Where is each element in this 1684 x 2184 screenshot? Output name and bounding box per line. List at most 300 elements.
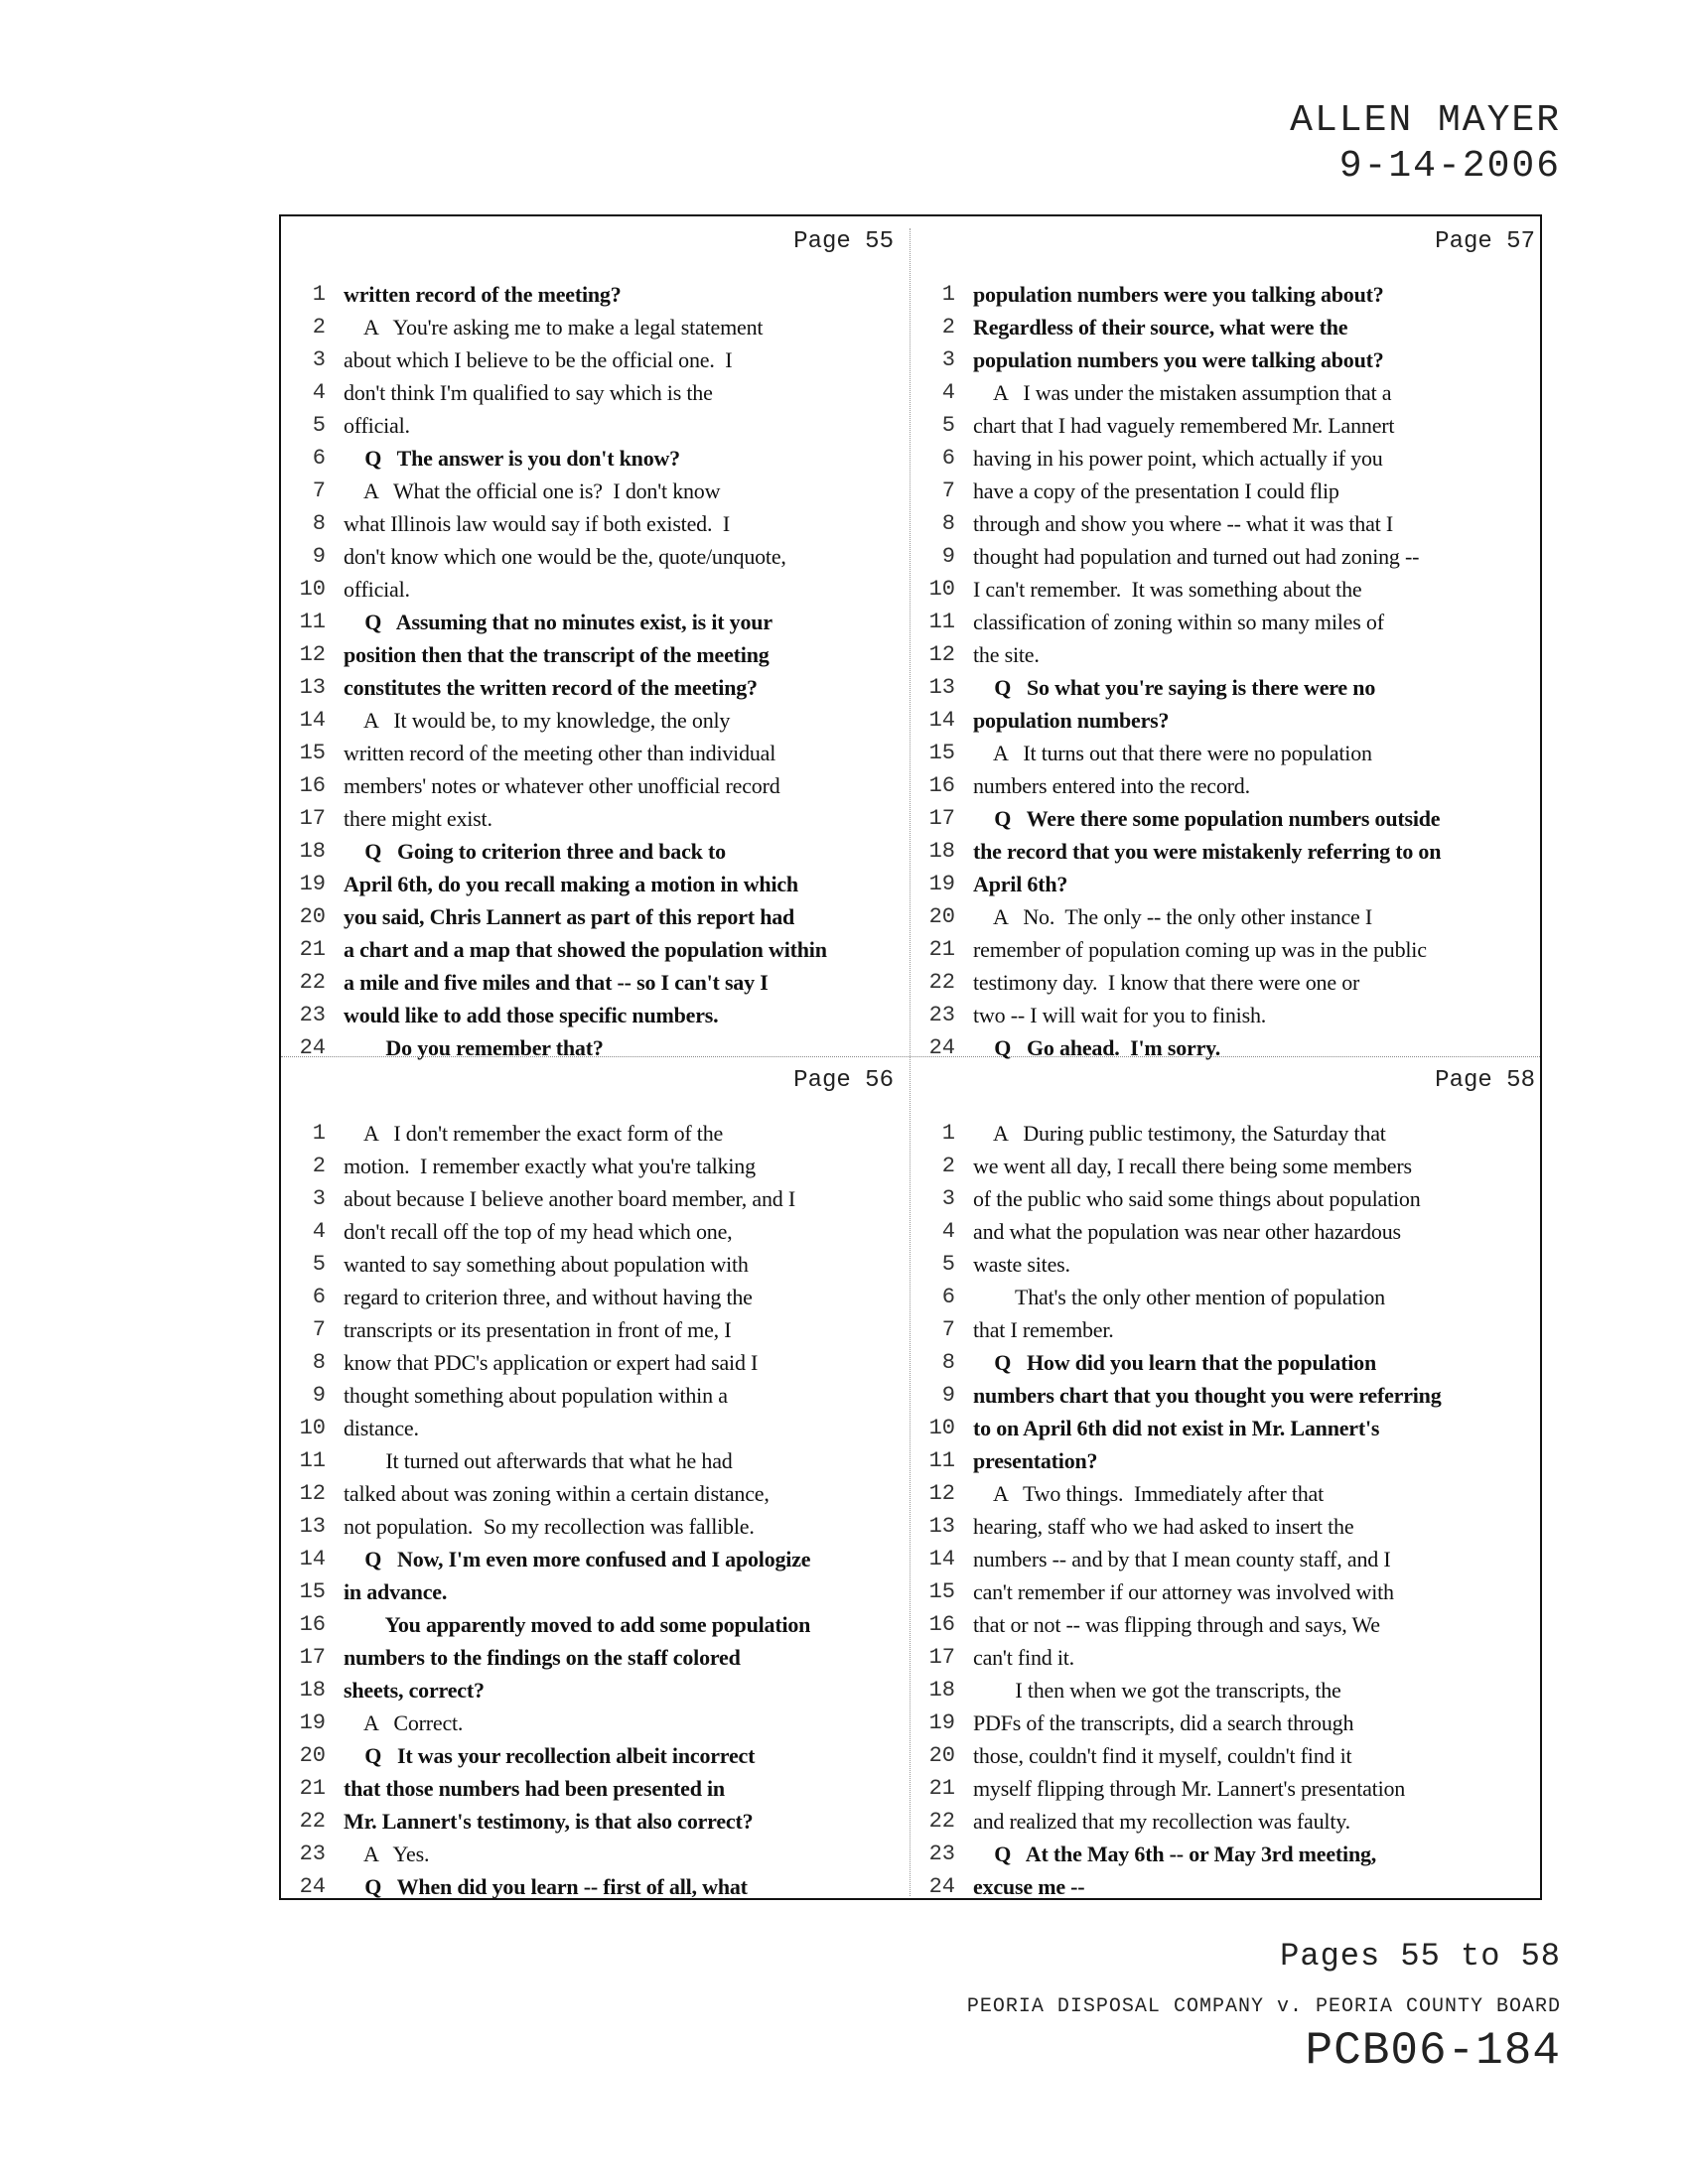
line-text: Q Going to criterion three and back to <box>344 838 726 864</box>
line-number: 4 <box>941 1219 955 1244</box>
line-text: Q Were there some population numbers outside <box>973 805 1441 831</box>
line-number: 7 <box>312 1317 326 1342</box>
line-number: 20 <box>299 1743 326 1768</box>
transcript-line <box>915 671 1551 704</box>
transcript-line <box>915 1281 1551 1313</box>
line-text: official. <box>344 412 410 438</box>
line-text: Q When did you learn -- first of all, what <box>344 1873 748 1899</box>
line-number: 23 <box>299 1003 326 1027</box>
transcript-line <box>286 1674 921 1706</box>
line-text: thought something about population within a <box>344 1382 728 1408</box>
line-number: 16 <box>928 773 955 798</box>
line-number: 8 <box>312 511 326 536</box>
line-text: A You're asking me to make a legal statement <box>344 314 764 340</box>
line-text: thought had population and turned out had zoning -- <box>973 543 1420 569</box>
line-number: 11 <box>928 1448 955 1473</box>
line-text: You apparently moved to add some population <box>344 1611 811 1637</box>
transcript-line <box>915 1641 1551 1674</box>
transcript-line <box>286 1215 921 1248</box>
line-number: 7 <box>941 1317 955 1342</box>
transcript-line <box>286 573 921 606</box>
line-number: 9 <box>312 1383 326 1408</box>
line-text: Q At the May 6th -- or May 3rd meeting, <box>973 1841 1377 1866</box>
line-number: 11 <box>299 610 326 634</box>
transcript-line <box>915 376 1551 409</box>
transcript-line <box>286 1477 921 1510</box>
line-text: testimony day. I know that there were one or <box>973 969 1360 995</box>
transcript-line <box>286 1346 921 1379</box>
line-text: that those numbers had been presented in <box>344 1775 725 1801</box>
page-number-label: Page 58 <box>1435 1067 1535 1094</box>
line-text: April 6th? <box>973 871 1068 896</box>
transcript-line <box>915 1706 1551 1739</box>
line-text: That's the only other mention of population <box>973 1284 1385 1309</box>
line-text: numbers -- and by that I mean county staff, and I <box>973 1546 1391 1571</box>
transcript-line <box>915 540 1551 573</box>
transcript-line <box>286 900 921 933</box>
line-number: 3 <box>312 1186 326 1211</box>
line-text: numbers to the findings on the staff colored <box>344 1644 741 1670</box>
transcript-line <box>286 1706 921 1739</box>
transcript-line <box>286 1150 921 1182</box>
line-number: 17 <box>299 1645 326 1670</box>
transcript-line <box>915 573 1551 606</box>
line-number: 22 <box>928 970 955 995</box>
transcript-line <box>286 1117 921 1150</box>
line-number: 1 <box>941 282 955 307</box>
transcript-line <box>915 769 1551 802</box>
line-number: 7 <box>312 478 326 503</box>
line-text: there might exist. <box>344 805 492 831</box>
transcript-lines <box>286 278 921 1064</box>
transcript-line <box>286 1543 921 1575</box>
line-text: don't think I'm qualified to say which is the <box>344 379 713 405</box>
transcript-line <box>286 1281 921 1313</box>
line-text: I can't remember. It was something about the <box>973 576 1362 602</box>
transcript-line <box>915 1444 1551 1477</box>
transcript-line <box>286 868 921 900</box>
line-number: 12 <box>928 1481 955 1506</box>
transcript-line <box>915 1739 1551 1772</box>
transcript-line <box>286 966 921 999</box>
deposition-date: 9-14-2006 <box>1338 145 1561 188</box>
line-text: hearing, staff who we had asked to insert the <box>973 1513 1354 1539</box>
line-text: you said, Chris Lannert as part of this report had <box>344 903 795 929</box>
transcript-line <box>915 475 1551 507</box>
transcript-line <box>915 1608 1551 1641</box>
line-text: about which I believe to be the official one. I <box>344 346 733 372</box>
line-text: a chart and a map that showed the population within <box>344 936 827 962</box>
page-number-label: Page 57 <box>1435 228 1535 255</box>
transcript-line <box>915 638 1551 671</box>
transcript-line <box>286 999 921 1031</box>
line-number: 19 <box>928 1710 955 1735</box>
line-number: 18 <box>928 1678 955 1703</box>
line-number: 20 <box>928 1743 955 1768</box>
line-number: 14 <box>928 708 955 733</box>
line-text: position then that the transcript of the meeting <box>344 641 770 667</box>
witness-name: ALLEN MAYER <box>1290 99 1561 142</box>
line-text: Q Assuming that no minutes exist, is it your <box>344 609 772 634</box>
transcript-line <box>915 1379 1551 1412</box>
line-number: 20 <box>299 904 326 929</box>
line-number: 11 <box>928 610 955 634</box>
transcript-line <box>915 1477 1551 1510</box>
line-number: 10 <box>299 577 326 602</box>
line-number: 2 <box>312 1154 326 1178</box>
transcript-line <box>286 1870 921 1903</box>
transcript-line <box>915 704 1551 737</box>
transcript-line <box>915 933 1551 966</box>
line-number: 5 <box>312 413 326 438</box>
line-text: Q The answer is you don't know? <box>344 445 680 471</box>
line-text: numbers entered into the record. <box>973 772 1250 798</box>
transcript-line <box>915 1182 1551 1215</box>
line-number: 19 <box>299 872 326 896</box>
transcript-line <box>915 966 1551 999</box>
line-number: 5 <box>941 1252 955 1277</box>
transcript-line <box>286 737 921 769</box>
line-number: 21 <box>299 937 326 962</box>
line-text: members' notes or whatever other unofficial record <box>344 772 780 798</box>
transcript-line <box>286 1641 921 1674</box>
transcript-line <box>915 606 1551 638</box>
line-text: that or not -- was flipping through and says, We <box>973 1611 1380 1637</box>
line-number: 13 <box>928 675 955 700</box>
line-number: 1 <box>941 1121 955 1146</box>
line-number: 8 <box>312 1350 326 1375</box>
line-text: A Yes. <box>344 1841 430 1866</box>
line-text: presentation? <box>973 1447 1098 1473</box>
transcript-line <box>915 1031 1551 1064</box>
line-number: 13 <box>299 675 326 700</box>
line-text: A Correct. <box>344 1709 464 1735</box>
line-text: have a copy of the presentation I could flip <box>973 478 1339 503</box>
transcript-line <box>915 1772 1551 1805</box>
transcript-line <box>286 409 921 442</box>
line-number: 2 <box>941 1154 955 1178</box>
line-text: A It turns out that there were no population <box>973 740 1372 765</box>
transcript-line <box>915 1248 1551 1281</box>
transcript-line <box>286 1379 921 1412</box>
transcript-line <box>286 802 921 835</box>
line-text: talked about was zoning within a certain distance, <box>344 1480 770 1506</box>
line-text: that I remember. <box>973 1316 1114 1342</box>
line-number: 12 <box>299 1481 326 1506</box>
transcript-line <box>915 1346 1551 1379</box>
line-number: 10 <box>928 577 955 602</box>
line-text: the record that you were mistakenly referring to on <box>973 838 1442 864</box>
line-text: population numbers? <box>973 707 1170 733</box>
transcript-line <box>286 475 921 507</box>
line-text: official. <box>344 576 410 602</box>
line-number: 16 <box>299 1612 326 1637</box>
transcript-line <box>915 802 1551 835</box>
transcript-line <box>286 671 921 704</box>
line-number: 24 <box>299 1035 326 1060</box>
docket-number: PCB06-184 <box>1305 2025 1561 2077</box>
transcript-line <box>915 1510 1551 1543</box>
page-number-label: Page 55 <box>793 228 894 255</box>
line-number: 20 <box>928 904 955 929</box>
line-number: 4 <box>312 1219 326 1244</box>
transcript-line <box>286 1412 921 1444</box>
line-number: 18 <box>299 839 326 864</box>
transcript-line <box>286 1608 921 1641</box>
line-number: 7 <box>941 478 955 503</box>
line-number: 9 <box>941 1383 955 1408</box>
line-text: constitutes the written record of the meeting? <box>344 674 758 700</box>
line-number: 12 <box>928 642 955 667</box>
line-number: 13 <box>299 1514 326 1539</box>
transcript-line <box>915 278 1551 311</box>
transcript-line <box>286 606 921 638</box>
transcript-lines <box>286 1117 921 1903</box>
line-number: 24 <box>928 1035 955 1060</box>
line-number: 24 <box>299 1874 326 1899</box>
line-text: and realized that my recollection was faulty. <box>973 1808 1350 1834</box>
line-text: Regardless of their source, what were the <box>973 314 1348 340</box>
line-number: 21 <box>928 1776 955 1801</box>
line-text: A Two things. Immediately after that <box>973 1480 1325 1506</box>
transcript-line <box>915 1412 1551 1444</box>
line-text: wanted to say something about population with <box>344 1251 749 1277</box>
transcript-line <box>915 1575 1551 1608</box>
line-number: 22 <box>299 1809 326 1834</box>
line-number: 15 <box>928 741 955 765</box>
line-number: 6 <box>941 446 955 471</box>
transcript-line <box>286 769 921 802</box>
line-number: 6 <box>312 1285 326 1309</box>
line-text: population numbers were you talking about? <box>973 281 1384 307</box>
line-text: written record of the meeting? <box>344 281 622 307</box>
line-text: It turned out afterwards that what he had <box>344 1447 733 1473</box>
line-number: 18 <box>928 839 955 864</box>
line-text: written record of the meeting other than individual <box>344 740 776 765</box>
line-number: 6 <box>941 1285 955 1309</box>
line-text: classification of zoning within so many miles of <box>973 609 1384 634</box>
line-text: transcripts or its presentation in front of me, I <box>344 1316 732 1342</box>
line-number: 1 <box>312 282 326 307</box>
transcript-line <box>915 1543 1551 1575</box>
line-text: about because I believe another board member, and I <box>344 1185 795 1211</box>
transcript-line <box>286 704 921 737</box>
transcript-line <box>915 999 1551 1031</box>
line-text: population numbers you were talking about? <box>973 346 1384 372</box>
line-number: 9 <box>312 544 326 569</box>
line-number: 24 <box>928 1874 955 1899</box>
transcript-line <box>915 507 1551 540</box>
line-number: 15 <box>928 1579 955 1604</box>
line-text: don't recall off the top of my head which one, <box>344 1218 733 1244</box>
line-number: 9 <box>941 544 955 569</box>
line-number: 17 <box>299 806 326 831</box>
transcript-line <box>915 1117 1551 1150</box>
line-text: a mile and five miles and that -- so I can't say I <box>344 969 769 995</box>
line-text: can't find it. <box>973 1644 1074 1670</box>
transcript-line <box>915 737 1551 769</box>
transcript-line <box>915 1805 1551 1838</box>
line-text: A I don't remember the exact form of the <box>344 1120 724 1146</box>
line-number: 23 <box>299 1842 326 1866</box>
line-text: PDFs of the transcripts, did a search through <box>973 1709 1354 1735</box>
line-text: don't know which one would be the, quote/unquote, <box>344 543 786 569</box>
transcript-line <box>286 1444 921 1477</box>
line-text: regard to criterion three, and without having the <box>344 1284 753 1309</box>
line-number: 5 <box>941 413 955 438</box>
line-text: can't remember if our attorney was involved with <box>973 1578 1394 1604</box>
transcript-line <box>915 409 1551 442</box>
transcript-line <box>286 1772 921 1805</box>
line-number: 13 <box>928 1514 955 1539</box>
transcript-line <box>286 343 921 376</box>
line-text: myself flipping through Mr. Lannert's presentation <box>973 1775 1406 1801</box>
line-number: 23 <box>928 1842 955 1866</box>
page-number-label: Page 56 <box>793 1067 894 1094</box>
line-number: 4 <box>312 380 326 405</box>
line-number: 15 <box>299 741 326 765</box>
line-number: 19 <box>299 1710 326 1735</box>
line-text: A I was under the mistaken assumption that a <box>973 379 1392 405</box>
line-text: of the public who said some things about population <box>973 1185 1421 1211</box>
transcript-line <box>286 1510 921 1543</box>
line-number: 14 <box>299 708 326 733</box>
line-number: 11 <box>299 1448 326 1473</box>
line-number: 8 <box>941 1350 955 1375</box>
line-text: to on April 6th did not exist in Mr. Lannert's <box>973 1415 1380 1440</box>
line-text: Q So what you're saying is there were no <box>973 674 1376 700</box>
line-number: 22 <box>299 970 326 995</box>
line-number: 22 <box>928 1809 955 1834</box>
transcript-line <box>915 311 1551 343</box>
line-text: A No. The only -- the only other instance I <box>973 903 1373 929</box>
line-text: those, couldn't find it myself, couldn't find it <box>973 1742 1352 1768</box>
transcript-line <box>915 1870 1551 1903</box>
line-text: chart that I had vaguely remembered Mr. Lannert <box>973 412 1395 438</box>
transcript-line <box>915 900 1551 933</box>
line-text: waste sites. <box>973 1251 1070 1277</box>
transcript-line <box>286 1805 921 1838</box>
line-number: 12 <box>299 642 326 667</box>
line-number: 19 <box>928 872 955 896</box>
line-number: 3 <box>941 1186 955 1211</box>
transcript-line <box>286 1313 921 1346</box>
line-number: 3 <box>941 347 955 372</box>
line-number: 8 <box>941 511 955 536</box>
line-text: Do you remember that? <box>344 1034 604 1060</box>
line-text: Mr. Lannert's testimony, is that also correct? <box>344 1808 754 1834</box>
line-number: 16 <box>299 773 326 798</box>
transcript-line <box>286 507 921 540</box>
transcript-line <box>286 1031 921 1064</box>
transcript-line <box>286 638 921 671</box>
line-text: Q Go ahead. I'm sorry. <box>973 1034 1221 1060</box>
transcript-line <box>286 1838 921 1870</box>
line-number: 10 <box>928 1416 955 1440</box>
transcript-line <box>286 1575 921 1608</box>
line-number: 3 <box>312 347 326 372</box>
line-text: I then when we got the transcripts, the <box>973 1677 1341 1703</box>
case-caption: PEORIA DISPOSAL COMPANY v. PEORIA COUNTY BOARD <box>966 1995 1561 2018</box>
line-text: A During public testimony, the Saturday that <box>973 1120 1386 1146</box>
line-number: 2 <box>312 315 326 340</box>
transcript-line <box>915 1838 1551 1870</box>
line-number: 5 <box>312 1252 326 1277</box>
transcript-lines <box>915 1117 1551 1903</box>
line-text: two -- I will wait for you to finish. <box>973 1002 1267 1027</box>
page-range: Pages 55 to 58 <box>1280 1938 1561 1975</box>
line-text: April 6th, do you recall making a motion in which <box>344 871 798 896</box>
line-text: Q Now, I'm even more confused and I apologize <box>344 1546 811 1571</box>
line-text: not population. So my recollection was fallible. <box>344 1513 755 1539</box>
transcript-line <box>286 278 921 311</box>
line-number: 2 <box>941 315 955 340</box>
line-text: and what the population was near other hazardous <box>973 1218 1401 1244</box>
line-number: 14 <box>299 1547 326 1571</box>
line-number: 6 <box>312 446 326 471</box>
transcript-line <box>915 343 1551 376</box>
line-number: 21 <box>299 1776 326 1801</box>
line-text: numbers chart that you thought you were referring <box>973 1382 1442 1408</box>
line-text: we went all day, I recall there being some members <box>973 1153 1412 1178</box>
line-text: excuse me -- <box>973 1873 1085 1899</box>
transcript-lines <box>915 278 1551 1064</box>
transcript-line <box>286 540 921 573</box>
transcript-line <box>915 868 1551 900</box>
transcript-line <box>286 1248 921 1281</box>
line-number: 14 <box>928 1547 955 1571</box>
line-text: remember of population coming up was in the public <box>973 936 1427 962</box>
line-number: 4 <box>941 380 955 405</box>
line-number: 15 <box>299 1579 326 1604</box>
line-text: Q How did you learn that the population <box>973 1349 1377 1375</box>
line-number: 17 <box>928 1645 955 1670</box>
line-number: 18 <box>299 1678 326 1703</box>
line-text: sheets, correct? <box>344 1677 485 1703</box>
line-text: Q It was your recollection albeit incorrect <box>344 1742 756 1768</box>
transcript-line <box>915 442 1551 475</box>
line-number: 1 <box>312 1121 326 1146</box>
transcript-line <box>286 1739 921 1772</box>
transcript-line <box>915 1215 1551 1248</box>
line-number: 23 <box>928 1003 955 1027</box>
line-text: A What the official one is? I don't know <box>344 478 721 503</box>
line-text: would like to add those specific numbers. <box>344 1002 719 1027</box>
transcript-line <box>286 442 921 475</box>
line-text: what Illinois law would say if both existed. I <box>344 510 730 536</box>
transcript-line <box>286 1182 921 1215</box>
transcript-line <box>915 1150 1551 1182</box>
line-text: having in his power point, which actually if you <box>973 445 1383 471</box>
transcript-line <box>286 933 921 966</box>
line-text: know that PDC's application or expert had said I <box>344 1349 759 1375</box>
line-text: distance. <box>344 1415 419 1440</box>
transcript-line <box>915 1313 1551 1346</box>
transcript-line <box>915 835 1551 868</box>
line-text: motion. I remember exactly what you're talking <box>344 1153 756 1178</box>
transcript-line <box>286 376 921 409</box>
line-number: 17 <box>928 806 955 831</box>
line-text: the site. <box>973 641 1040 667</box>
line-text: A It would be, to my knowledge, the only <box>344 707 731 733</box>
line-number: 10 <box>299 1416 326 1440</box>
line-number: 21 <box>928 937 955 962</box>
line-number: 16 <box>928 1612 955 1637</box>
transcript-line <box>915 1674 1551 1706</box>
transcript-line <box>286 311 921 343</box>
line-text: in advance. <box>344 1578 448 1604</box>
line-text: through and show you where -- what it was that I <box>973 510 1393 536</box>
